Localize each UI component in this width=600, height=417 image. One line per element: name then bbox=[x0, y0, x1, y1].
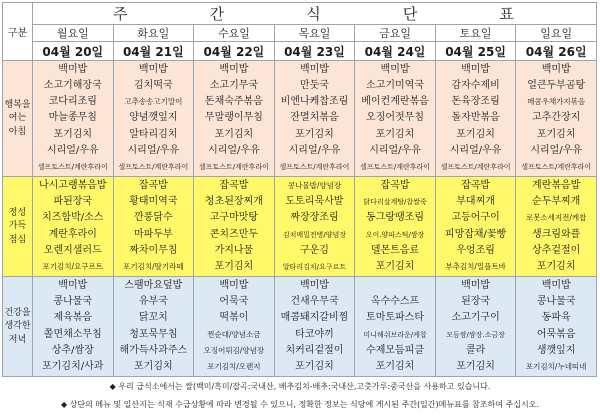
breakfast-menu-item: 알타리김치 bbox=[129, 128, 178, 140]
dinner-menu-item: 포기김치 bbox=[134, 360, 173, 372]
lunch-menu-item: 오렌지샐러드 bbox=[43, 244, 102, 256]
lunch-menu-item: 짜차이무침 bbox=[129, 244, 178, 256]
date-header: 04월 20일 bbox=[33, 42, 114, 61]
lunch-menu-item: 우엉조림 bbox=[456, 244, 495, 256]
dinner-menu-item: 스팸마요덮밥 bbox=[124, 280, 183, 292]
lunch-menu-item: 포기김치/딸기라떼 bbox=[123, 261, 184, 271]
lunch-menu-item: 알타리김치/요구르트 bbox=[282, 262, 347, 271]
breakfast-menu-cell bbox=[274, 61, 355, 177]
lunch-menu-item: 구운김 bbox=[299, 244, 329, 256]
breakfast-menu-item: 백미밥 bbox=[380, 64, 410, 76]
lunch-menu-item: 잡곡밥 bbox=[461, 180, 491, 192]
breakfast-menu-cell bbox=[113, 61, 194, 177]
breakfast-menu-item: 시리얼/우유 bbox=[449, 144, 502, 156]
breakfast-menu-item: 셀프토스트/계란후라이 bbox=[118, 162, 189, 171]
breakfast-menu-cell bbox=[355, 61, 436, 177]
lunch-menu-item: 부대찌개 bbox=[456, 196, 495, 208]
lunch-menu-item: 고구마맛탕 bbox=[209, 212, 259, 224]
date-header: 04월 24일 bbox=[355, 42, 436, 61]
title-char: 단 bbox=[402, 5, 420, 23]
breakfast-menu-item: 만둣국 bbox=[299, 80, 329, 92]
lunch-menu-cell bbox=[113, 177, 194, 277]
lunch-menu-item: 포기김치 bbox=[375, 260, 415, 272]
breakfast-menu-item: 시리얼/우유 bbox=[127, 144, 180, 156]
dinner-menu-item: 미니해쉬브라운/케찹 bbox=[363, 330, 427, 339]
dinner-menu-item: 콜라 bbox=[465, 344, 486, 356]
dinner-menu-item: 어묵국 bbox=[219, 296, 249, 308]
dinner-menu-cell bbox=[355, 277, 436, 377]
gubun-header: 구분 bbox=[3, 3, 33, 61]
breakfast-menu-cell bbox=[516, 61, 597, 177]
dinner-menu-item bbox=[355, 278, 435, 294]
breakfast-menu-item: 포기김치 bbox=[53, 128, 93, 140]
lunch-menu-item: 가지나물 bbox=[214, 244, 254, 256]
title-char: 간 bbox=[209, 5, 227, 23]
day-header: 목요일 bbox=[274, 25, 355, 42]
day-header: 토요일 bbox=[435, 25, 516, 42]
lunch-menu-item: 포기김치 bbox=[214, 260, 254, 272]
lunch-menu-item: 계란볶음밥 bbox=[532, 180, 581, 192]
breakfast-menu-item: 베이컨계란볶음 bbox=[361, 96, 429, 108]
lunch-menu-item: 오이.양파스틱/쌈장 bbox=[365, 230, 425, 239]
dinner-menu-cell bbox=[194, 277, 275, 377]
breakfast-side-text: 아침 bbox=[8, 126, 27, 137]
dinner-menu-item: 토마토파스타 bbox=[366, 312, 425, 324]
date-header: 04월 22일 bbox=[194, 42, 275, 61]
lunch-menu-item: 생크림와플 bbox=[532, 228, 581, 240]
lunch-menu-item: 닭다리살계탕/찹쌀죽 bbox=[363, 198, 427, 207]
day-header: 월요일 bbox=[33, 25, 114, 42]
breakfast-menu-item: 셀프토스트/계란후라이 bbox=[521, 162, 592, 171]
lunch-menu-item: 동그랑땡조림 bbox=[366, 212, 425, 224]
lunch-menu-item: 깐풍닭수 bbox=[134, 212, 173, 224]
dinner-menu-item: 쫄면채소무침 bbox=[43, 328, 102, 340]
breakfast-menu-item: 매콤우채가지볶음 bbox=[527, 97, 586, 107]
breakfast-menu-item: 소고기해장국 bbox=[43, 80, 102, 92]
date-header: 04월 25일 bbox=[435, 42, 516, 61]
title-char: 식 bbox=[306, 5, 323, 23]
lunch-menu-item: 포기김치/요구르트 bbox=[42, 261, 104, 271]
breakfast-menu-item: 시리얼/우유 bbox=[288, 144, 341, 156]
dinner-menu-item: 닭꼬치 bbox=[138, 312, 168, 324]
breakfast-menu-item: 백미밥 bbox=[138, 64, 168, 76]
lunch-menu-item: 순두부찌개 bbox=[532, 196, 581, 208]
lunch-menu-item: 계란후라이 bbox=[48, 228, 97, 240]
breakfast-menu-item: 코다리조림 bbox=[48, 96, 97, 108]
lunch-menu-item: 콩나물밥/양념장 bbox=[287, 181, 342, 191]
lunch-menu-item: 도토리묵사발 bbox=[285, 196, 344, 208]
lunch-menu-item: 콘치즈만두 bbox=[209, 228, 259, 240]
breakfast-menu-item: 백미밥 bbox=[541, 64, 571, 76]
dinner-side-text: 생각한 bbox=[4, 321, 31, 332]
weekly-menu-table bbox=[2, 2, 597, 377]
breakfast-menu-item: 백미밥 bbox=[461, 64, 491, 76]
dinner-menu-item: 어묵볶음 bbox=[536, 328, 576, 340]
date-header: 04월 21일 bbox=[113, 42, 194, 61]
date-header: 04월 23일 bbox=[274, 42, 355, 61]
lunch-menu-item: 잡곡밥 bbox=[138, 180, 168, 192]
footer-change-notice: ◆ 상단의 메뉴 및 일산지는 식재 수급상황에 따라 변경될 수 있으니, 정확한 정보는 식당에 게시된 주간(일간)메뉴표를 참조하여 주십시오. bbox=[60, 400, 540, 409]
breakfast-side-text: 행복을 bbox=[4, 99, 31, 110]
dinner-menu-item: 건새우무국 bbox=[290, 296, 339, 308]
lunch-menu-cell bbox=[274, 177, 355, 277]
dinner-menu-item: 떡볶이 bbox=[219, 312, 249, 324]
breakfast-menu-item: 포기김치 bbox=[456, 128, 495, 140]
lunch-side-text: 점심 bbox=[8, 234, 27, 245]
footer-origin-notice: ◆ 우리 급식소에서는 쌀(백미/흑미/잡곡:국내산, 배추김치-배추:국내산,고춧가루:중국산을 사용하고 있습니다. bbox=[109, 382, 491, 391]
breakfast-menu-item: 셀프토스트/계란후라이 bbox=[440, 162, 511, 171]
dinner-menu-item: 청포묵무침 bbox=[129, 328, 178, 340]
breakfast-menu-item: 양념깻잎지 bbox=[129, 112, 178, 124]
dinner-menu-cell bbox=[113, 277, 194, 377]
breakfast-menu-item: 무말랭이무침 bbox=[204, 112, 263, 124]
dinner-menu-item: 매콤돼지갈비찜 bbox=[280, 312, 349, 324]
breakfast-menu-item: 감자수제비 bbox=[451, 80, 500, 92]
dinner-section-label bbox=[3, 277, 33, 377]
dinner-menu-item: 포기김치 bbox=[456, 360, 495, 372]
dinner-side-text: 저녁 bbox=[8, 334, 27, 345]
breakfast-menu-cell bbox=[435, 61, 516, 177]
lunch-menu-item: 델몬트음료 bbox=[370, 244, 420, 256]
dinner-menu-item: 백미밥 bbox=[541, 280, 571, 292]
dinner-menu-item: 찐순대/양념소금 bbox=[207, 329, 261, 339]
dinner-menu-item: 포기김치/오렌지 bbox=[207, 361, 261, 371]
breakfast-menu-item: 시리얼/우유 bbox=[369, 144, 421, 156]
breakfast-menu-item: 셀프토스트/계란후라이 bbox=[37, 162, 108, 171]
lunch-menu-item: 잡곡밥 bbox=[219, 180, 249, 192]
dinner-menu-item: 포기김치 bbox=[375, 360, 415, 372]
breakfast-menu-item: 백미밥 bbox=[219, 64, 249, 76]
dinner-side-text: 건강을 bbox=[4, 307, 31, 318]
day-header: 화요일 bbox=[113, 25, 194, 42]
lunch-section-label bbox=[3, 177, 33, 277]
day-header: 수요일 bbox=[194, 25, 275, 42]
breakfast-menu-item: 시리얼/우유 bbox=[530, 144, 583, 156]
breakfast-menu-item: 돈채숙주볶음 bbox=[204, 96, 263, 108]
lunch-menu-item: 마파두부 bbox=[134, 228, 173, 240]
breakfast-menu-item: 잔멸치볶음 bbox=[290, 112, 339, 124]
lunch-side-text: 가득 bbox=[8, 221, 27, 232]
lunch-menu-item: 청초된장찌개 bbox=[204, 196, 263, 208]
dinner-menu-item: 타코야끼 bbox=[295, 328, 334, 340]
lunch-menu-item: 포기김치 bbox=[536, 260, 576, 272]
dinner-menu-item: 콩나물국 bbox=[53, 296, 93, 308]
breakfast-menu-item: 고추송송고기말이 bbox=[124, 97, 183, 107]
breakfast-menu-item: 시리얼/우유 bbox=[208, 144, 260, 156]
lunch-menu-item: 파된장국 bbox=[53, 196, 93, 208]
breakfast-menu-item: 셀프토스트/계란후라이 bbox=[198, 162, 269, 171]
breakfast-menu-item: 김치떡국 bbox=[134, 80, 173, 92]
lunch-side-text: 정성 bbox=[8, 207, 27, 218]
dinner-menu-item: 수제모듬피클 bbox=[366, 344, 425, 356]
breakfast-menu-item: 셀프토스트/계란후라이 bbox=[360, 162, 431, 171]
dinner-menu-item: 해가득사과주스 bbox=[119, 344, 188, 356]
lunch-menu-item: 부추김치/밀플트바 bbox=[445, 261, 506, 271]
dinner-menu-item: 포기김치 bbox=[295, 360, 334, 372]
breakfast-menu-item: 얼큰두부곰탕 bbox=[527, 80, 586, 92]
menu-title bbox=[33, 3, 597, 25]
dinner-menu-item: 포기김치/사과 bbox=[42, 360, 104, 372]
dinner-menu-item: 포기김치/누네띠네 bbox=[525, 361, 587, 371]
dinner-menu-item: 제육볶음 bbox=[53, 312, 93, 324]
breakfast-menu-cell bbox=[33, 61, 114, 177]
date-header: 04월 26일 bbox=[516, 42, 597, 61]
dinner-menu-item: 콩나물국 bbox=[536, 296, 576, 308]
dinner-menu-item: 유부국 bbox=[138, 296, 168, 308]
dinner-menu-cell bbox=[33, 277, 114, 377]
dinner-menu-item: 모듬쌈/쌈장.소금장 bbox=[446, 330, 505, 339]
dinner-menu-item: 동파육 bbox=[541, 312, 571, 324]
title-char: 주 bbox=[113, 5, 130, 23]
lunch-menu-item: 피망잡채/꽃빵 bbox=[444, 228, 507, 240]
breakfast-menu-item: 소고기무국 bbox=[209, 80, 259, 92]
breakfast-menu-item: 포기김치 bbox=[295, 128, 334, 140]
lunch-menu-cell bbox=[355, 177, 436, 277]
breakfast-menu-item: 비엔나케찹조림 bbox=[280, 96, 349, 108]
dinner-menu-item: 백미밥 bbox=[219, 280, 249, 292]
dinner-menu-item: 된장국 bbox=[461, 296, 491, 308]
lunch-menu-item: 로봇소세지전/케찹 bbox=[525, 213, 587, 223]
lunch-menu-cell bbox=[435, 177, 516, 277]
dinner-menu-item: 백미밥 bbox=[58, 280, 88, 292]
breakfast-menu-item: 돈육장조림 bbox=[451, 96, 500, 108]
day-header: 금요일 bbox=[355, 25, 436, 42]
breakfast-menu-item: 셀프토스트/계란후라이 bbox=[279, 162, 350, 171]
breakfast-menu-cell bbox=[194, 61, 275, 177]
lunch-menu-item: 짜장장조림 bbox=[290, 212, 339, 224]
breakfast-menu-item: 포기김치 bbox=[536, 128, 576, 140]
lunch-menu-cell bbox=[194, 177, 275, 277]
breakfast-menu-item: 마늘종무침 bbox=[48, 112, 97, 124]
breakfast-menu-item: 오징어젓무침 bbox=[366, 112, 425, 124]
dinner-menu-item: 소고기구이 bbox=[451, 312, 500, 324]
breakfast-menu-item: 고추간장지 bbox=[532, 112, 581, 124]
dinner-menu-item: 치커리겉절이 bbox=[285, 344, 344, 356]
breakfast-menu-item: 소고기미역국 bbox=[366, 80, 425, 92]
lunch-menu-item: 나시고랭볶음밥 bbox=[38, 180, 107, 192]
breakfast-menu-item: 시리얼/우유 bbox=[46, 144, 99, 156]
dinner-menu-item: 백미밥 bbox=[461, 280, 491, 292]
lunch-menu-item: 고등어구이 bbox=[451, 212, 500, 224]
dinner-menu-item: 상추/쌈장 bbox=[51, 344, 94, 356]
day-header: 일요일 bbox=[516, 25, 597, 42]
breakfast-menu-item: 백미밥 bbox=[299, 64, 329, 76]
lunch-menu-cell bbox=[33, 177, 114, 277]
dinner-menu-item: 백미밥 bbox=[299, 280, 329, 292]
breakfast-section-label bbox=[3, 61, 33, 177]
breakfast-side-text: 여는 bbox=[8, 113, 27, 124]
lunch-menu-item: 상추겉절이 bbox=[532, 244, 581, 256]
title-char: 표 bbox=[499, 5, 516, 23]
breakfast-menu-item: 포기김치 bbox=[375, 128, 415, 140]
breakfast-menu-item: 백미밥 bbox=[58, 64, 88, 76]
lunch-menu-item: 김치메밀전병/양념장 bbox=[282, 230, 347, 239]
dinner-menu-cell bbox=[274, 277, 355, 377]
dinner-menu-item: 오징어튀김/양념장 bbox=[203, 345, 265, 355]
lunch-menu-cell bbox=[516, 177, 597, 277]
breakfast-menu-item: 포기김치 bbox=[214, 128, 254, 140]
dinner-menu-item: 생깻잎지 bbox=[536, 344, 576, 356]
dinner-menu-cell bbox=[435, 277, 516, 377]
breakfast-menu-item: 돌자반볶음 bbox=[451, 112, 500, 124]
lunch-menu-item: 잡곡밥 bbox=[380, 180, 410, 192]
dinner-menu-cell bbox=[516, 277, 597, 377]
lunch-menu-item: 치즈함박/소스 bbox=[42, 212, 104, 224]
lunch-menu-item: 황태미역국 bbox=[129, 196, 178, 208]
dinner-menu-item: 옥수수스프 bbox=[370, 296, 420, 308]
